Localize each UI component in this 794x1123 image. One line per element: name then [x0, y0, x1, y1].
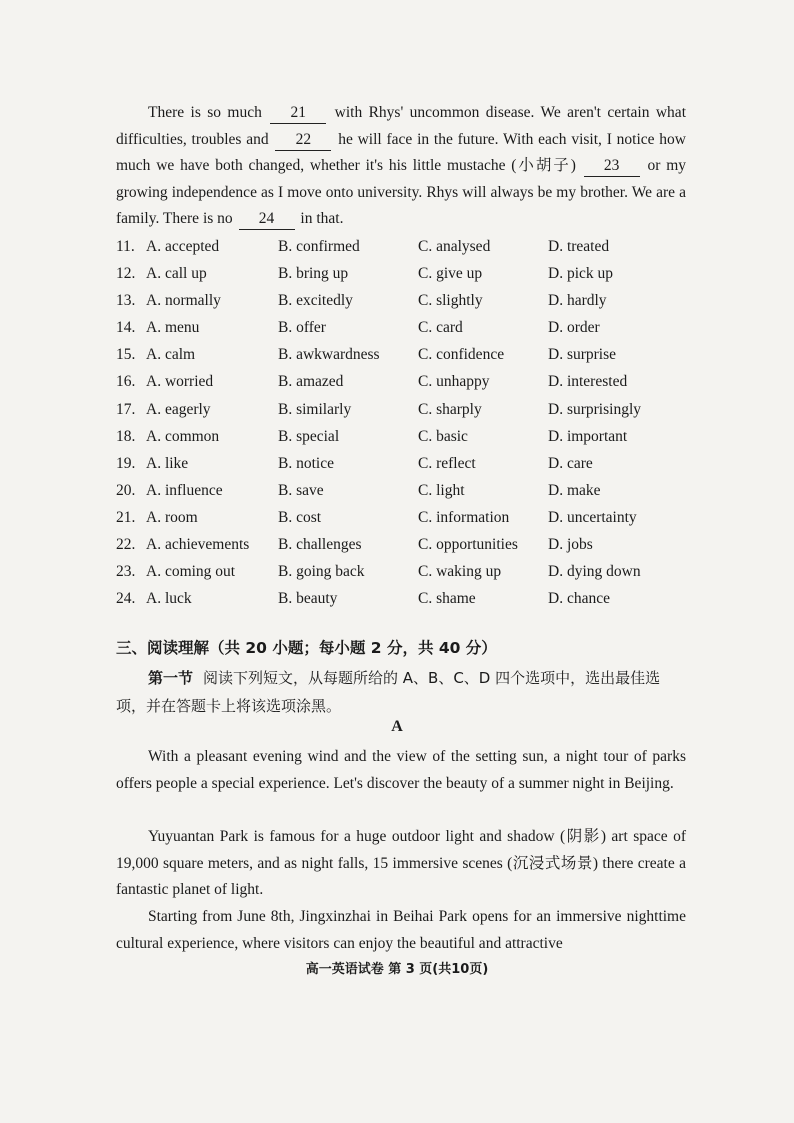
- passage-paragraph-3: [116, 904, 686, 957]
- blank-24: 24: [239, 209, 295, 230]
- option-a: A. normally: [146, 292, 221, 310]
- option-d: D. important: [548, 427, 628, 445]
- option-d: D. surprisingly: [548, 400, 641, 418]
- passage-text-2: Yuyuantan Park is famous for a huge outdoor light and shadow (阴影) art space of 19,000 square meters, and as night falls, 15 immersive scenes (沉浸式场景) there create a fantastic planet of light.: [116, 828, 686, 899]
- option-b: B. offer: [278, 319, 326, 337]
- instruction-text: 阅读下列短文，从每题所给的 A、B、C、D 四个选项中，选出最佳选项，并在答题卡上将该选项涂黑。: [116, 669, 661, 715]
- option-d: D. uncertainty: [548, 508, 637, 526]
- option-b: B. confirmed: [278, 238, 360, 255]
- page-footer: 高一英语试卷 第 3 页(共10页): [305, 962, 489, 977]
- question-number: 16.: [116, 373, 136, 391]
- option-row-19: [116, 450, 696, 477]
- option-b: B. awkwardness: [278, 346, 380, 364]
- option-a: A. common: [146, 427, 220, 445]
- option-d: D. chance: [548, 590, 610, 608]
- question-number: 17.: [116, 400, 136, 418]
- option-d: D. interested: [548, 373, 628, 391]
- question-number: 24.: [116, 590, 136, 608]
- option-row-20: [116, 477, 696, 504]
- option-row-21: [116, 504, 696, 531]
- option-c: C. reflect: [418, 454, 476, 472]
- option-d: D. treated: [548, 238, 610, 255]
- blank-21: 21: [270, 103, 326, 124]
- cloze-text-4: or my growing independence as I move onto university. Rhys will always be my brother. We are a family. There is no: [116, 157, 687, 228]
- option-a: A. luck: [146, 590, 192, 608]
- option-c: C. slightly: [418, 292, 483, 310]
- option-a: A. achievements: [146, 536, 250, 554]
- question-number: 15.: [116, 346, 136, 364]
- question-number: 18.: [116, 427, 136, 445]
- question-number: 11.: [116, 238, 135, 255]
- question-number: 20.: [116, 481, 136, 499]
- option-c: C. analysed: [418, 238, 491, 255]
- option-row-17: [116, 396, 696, 423]
- question-number: 22.: [116, 536, 136, 554]
- option-b: B. save: [278, 481, 324, 499]
- option-a: A. like: [146, 454, 189, 472]
- option-b: B. cost: [278, 508, 322, 526]
- option-c: C. waking up: [418, 563, 502, 581]
- option-row-12: [116, 260, 696, 287]
- cloze-final-paragraph: [116, 100, 686, 233]
- option-a: A. menu: [146, 319, 200, 337]
- option-row-16: [116, 368, 696, 395]
- passage-text-1: With a pleasant evening wind and the view of the setting sun, a night tour of parks offers people a special experience. Let's discover the beauty of a summer night in Beijing.: [116, 748, 686, 792]
- option-b: B. notice: [278, 454, 334, 472]
- option-d: D. hardly: [548, 292, 607, 310]
- question-number: 21.: [116, 508, 136, 526]
- section-3-instruction: [116, 664, 686, 720]
- cloze-text-3: he will face in the future. With each visit, I notice how much we have both changed, whether it's his little mustache (小胡子): [116, 130, 686, 175]
- option-a: A. accepted: [146, 238, 220, 255]
- option-a: A. call up: [146, 265, 207, 283]
- option-c: C. give up: [418, 265, 483, 283]
- option-a: A. influence: [146, 481, 223, 499]
- section-3-heading: 三、阅读理解（共 20 小题；每小题 2 分，共 40 分）: [116, 639, 497, 657]
- question-number: 12.: [116, 265, 136, 283]
- option-b: B. going back: [278, 563, 365, 581]
- option-row-24: [116, 585, 696, 612]
- option-c: C. card: [418, 319, 463, 337]
- passage-paragraph-1: [116, 744, 686, 797]
- option-row-15: [116, 341, 696, 368]
- option-d: D. order: [548, 319, 600, 337]
- option-row-18: [116, 423, 696, 450]
- option-b: B. beauty: [278, 590, 338, 608]
- option-d: D. care: [548, 454, 593, 472]
- blank-22: 22: [275, 130, 331, 151]
- option-row-14: [116, 314, 696, 341]
- cloze-text-1: There is so much: [148, 104, 262, 121]
- option-c: C. basic: [418, 427, 468, 445]
- question-number: 14.: [116, 319, 136, 337]
- option-b: B. amazed: [278, 373, 344, 391]
- option-a: A. eagerly: [146, 400, 211, 418]
- option-c: C. sharply: [418, 400, 482, 418]
- passage-text-3: Starting from June 8th, Jingxinzhai in Beihai Park opens for an immersive nighttime cultural experience, where visitors can enjoy the beautiful and attractive: [116, 908, 686, 952]
- option-d: D. dying down: [548, 563, 641, 581]
- option-c: C. shame: [418, 590, 476, 608]
- option-b: B. similarly: [278, 400, 352, 418]
- option-row-11: [116, 233, 696, 260]
- option-a: A. coming out: [146, 563, 236, 581]
- cloze-options: [116, 233, 696, 612]
- cloze-text-2: with Rhys' uncommon disease. We aren't certain what difficulties, troubles and: [116, 104, 686, 148]
- option-b: B. special: [278, 427, 340, 445]
- passage-letter: A: [391, 718, 403, 735]
- part-label: 第一节: [148, 669, 194, 687]
- question-number: 23.: [116, 563, 136, 581]
- option-a: A. calm: [146, 346, 196, 364]
- question-number: 19.: [116, 454, 136, 472]
- option-row-22: [116, 531, 696, 558]
- option-b: B. bring up: [278, 265, 349, 283]
- option-b: B. challenges: [278, 536, 362, 554]
- option-c: C. light: [418, 481, 465, 499]
- cloze-text-5: in that.: [300, 210, 344, 228]
- option-b: B. excitedly: [278, 292, 353, 310]
- option-row-13: [116, 287, 696, 314]
- option-row-23: [116, 558, 696, 585]
- option-d: D. surprise: [548, 346, 617, 364]
- option-d: D. jobs: [548, 536, 593, 554]
- option-c: C. confidence: [418, 346, 505, 364]
- option-a: A. worried: [146, 373, 214, 391]
- passage-paragraph-2: [116, 824, 686, 904]
- option-c: C. information: [418, 508, 510, 526]
- question-number: 13.: [116, 292, 136, 310]
- option-c: C. opportunities: [418, 536, 518, 554]
- blank-23: 23: [584, 156, 640, 177]
- option-c: C. unhappy: [418, 373, 490, 391]
- option-d: D. make: [548, 481, 601, 499]
- option-d: D. pick up: [548, 265, 614, 283]
- option-a: A. room: [146, 508, 198, 526]
